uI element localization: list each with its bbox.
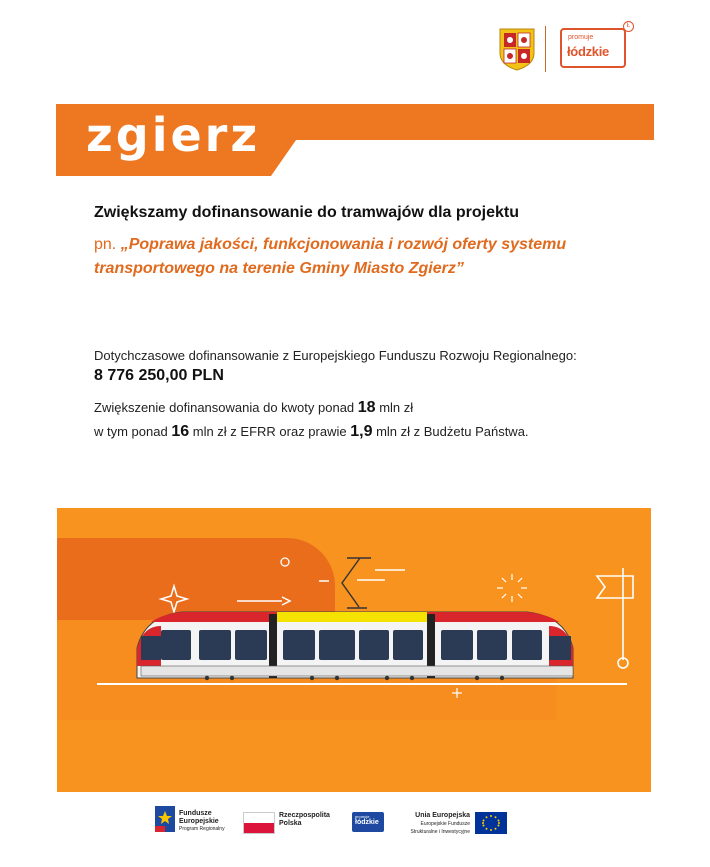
prior-funding-label: Dotychczasowe dofinansowanie z Europejskiego Funduszu Rozwoju Regionalnego: (94, 348, 577, 363)
prior-funding-amount: 8 776 250,00 PLN (94, 367, 224, 384)
ue-line3: Strukturalne i Inwestycyjne (410, 829, 470, 835)
fe-line3: Program Regionalny (179, 826, 225, 832)
ue-line2: Europejskie Fundusze (420, 820, 470, 827)
breakdown-text-c: mln zł z Budżetu Państwa. (372, 424, 529, 439)
project-prefix: pn. (94, 236, 117, 253)
increase-line (94, 399, 413, 417)
footer-logos (140, 800, 570, 845)
fe-line2: Europejskie (179, 817, 219, 825)
promuje-lodzkie-logo (560, 23, 631, 68)
breakdown-line (94, 423, 529, 441)
breakdown-text-b: mln zł z EFRR oraz prawie (189, 424, 351, 439)
eu-flag-icon (475, 812, 507, 834)
tram-illustration-graphic (57, 508, 651, 792)
increase-text-b: mln zł (375, 400, 414, 415)
registered-mark-icon: Ł (623, 21, 634, 32)
ld-big: łódzkie (355, 819, 379, 826)
fe-logo-text (179, 810, 225, 834)
zgierz-coat-of-arms-icon (498, 27, 536, 71)
ue-line1: Unia Europejska (415, 812, 470, 819)
promuje-big-text: łódzkie (567, 44, 609, 59)
tram-illustration (57, 508, 651, 792)
project-title: „Poprawa jakości, funkcjonowania i rozwój oferty systemu transportowego na terenie Gminy Miasto Zgierz” (94, 236, 567, 277)
zgierz-banner (56, 104, 654, 176)
promuje-small-text: promuje (568, 34, 594, 41)
ue-logo-text (408, 812, 470, 837)
banner-title: zgierz (86, 108, 261, 162)
tram-icon (137, 612, 573, 680)
rp-logo-text (279, 812, 330, 827)
ld-small: promuje (355, 814, 370, 819)
logo-divider (545, 26, 546, 72)
rp-line2: Polska (279, 819, 302, 827)
top-logos (498, 22, 638, 74)
breakdown-text-a: w tym ponad (94, 424, 172, 439)
eu-funds-star-icon (155, 806, 175, 832)
lodzkie-footer-logo (352, 812, 384, 832)
fe-line1: Fundusze (179, 810, 212, 817)
page-heading: Zwiększamy dofinansowanie do tramwajów dla projektu (94, 204, 519, 221)
project-name (94, 233, 634, 281)
increase-text-a: Zwiększenie dofinansowania do kwoty ponad (94, 400, 358, 415)
rp-line1: Rzeczpospolita (279, 812, 330, 819)
budget-number: 1,9 (350, 423, 373, 440)
efrr-number: 16 (171, 423, 190, 440)
increase-total-number: 18 (357, 399, 376, 416)
polish-flag-icon (243, 812, 275, 834)
